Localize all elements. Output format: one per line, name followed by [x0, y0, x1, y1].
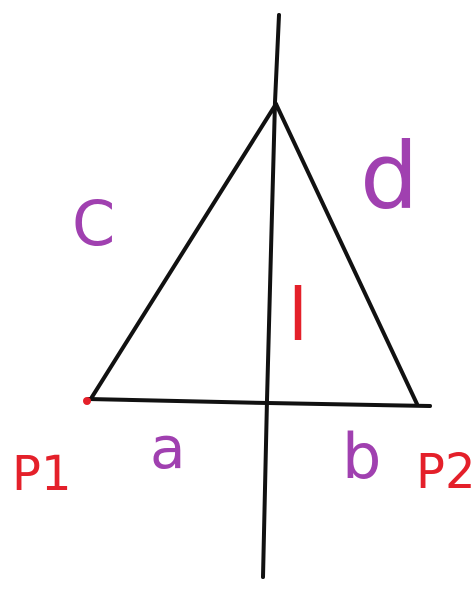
label-segment-b: b	[342, 420, 382, 493]
label-point-p1: P1	[12, 446, 72, 502]
point-p1-dot	[83, 397, 91, 405]
label-segment-a: a	[150, 414, 186, 482]
base-line	[88, 399, 430, 406]
label-side-c: C	[72, 187, 116, 260]
vertical-altitude-line	[263, 15, 279, 577]
label-point-p2: P2	[416, 444, 476, 500]
label-side-d: d	[360, 123, 419, 230]
label-height-l: l	[288, 273, 309, 357]
left-side-c-line	[92, 104, 276, 397]
